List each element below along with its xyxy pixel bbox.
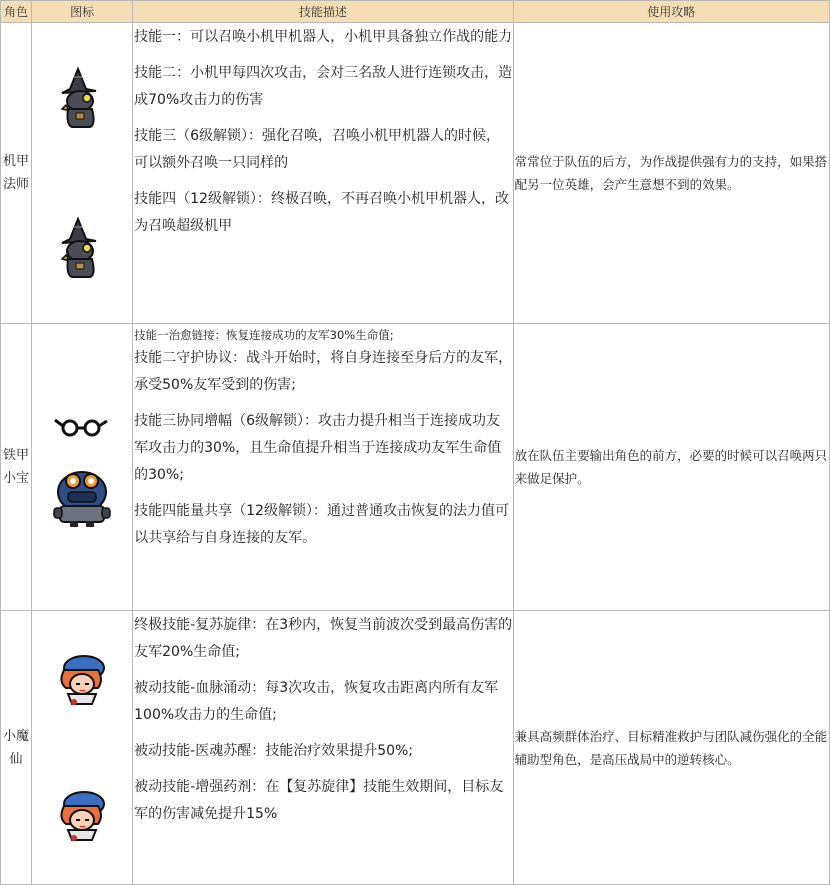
skill-text: 被动技能-血脉涌动：每3次攻击，恢复攻击距离内所有友军100%攻击力的生命值; (134, 680, 499, 723)
goggles-icon (52, 416, 112, 438)
role-name: 机甲法师 (1, 23, 32, 324)
icon-cell (32, 23, 133, 324)
usage-guide: 常常位于队伍的后方，为作战提供强有力的支持，如果搭配另一位英雄，会产生意想不到的效果。 (513, 23, 829, 324)
table-row (1, 611, 830, 885)
skill-text: 被动技能-医魂苏醒：技能治疗效果提升50%; (134, 743, 414, 759)
wizard-icon (56, 67, 108, 129)
wizard-icon (56, 217, 108, 279)
usage-guide: 兼具高频群体治疗、目标精准救护与团队减伤强化的全能辅助型角色，是高压战局中的逆转核心。 (513, 611, 829, 885)
skill-text: 技能三协同增幅（6级解锁）：攻击力提升相当于连接成功友军攻击力的30%，且生命值提升相当于连接成功友军生命值的30%; (134, 413, 502, 483)
skill-text: 技能一：可以召唤小机甲机器人，小机甲具备独立作战的能力 (134, 29, 513, 45)
skill-text: 技能二守护协议：战斗开始时，将自身连接至身后方的友军，承受50%友军受到的伤害; (134, 350, 513, 393)
table-row (1, 23, 830, 324)
robot-kid-icon (50, 466, 114, 528)
role-name: 小魔仙 (1, 611, 32, 885)
skill-text: 技能四能量共享（12级解锁）：通过普通攻击恢复的法力值可以共享给与自身连接的友军。 (134, 503, 509, 546)
skill-text: 技能四（12级解锁）：终极召唤，不再召唤小机甲机器人，改为召唤超级机甲 (134, 191, 509, 234)
skill-text: 技能三（6级解锁）：强化召唤，召唤小机甲机器人的时候，可以额外召唤一只同样的 (134, 128, 501, 171)
icon-cell (32, 324, 133, 611)
skill-description (133, 611, 513, 885)
header-desc: 技能描述 (133, 1, 513, 23)
usage-guide: 放在队伍主要输出角色的前方，必要的时候可以召唤两只来做足保护。 (513, 324, 829, 611)
icon-cell (32, 611, 133, 885)
header-role: 角色 (1, 1, 32, 23)
table-row (1, 324, 830, 611)
skill-text: 技能二：小机甲每四次攻击，会对三名敌人进行连锁攻击，造成70%攻击力的伤害 (134, 65, 513, 108)
skill-description (133, 324, 513, 611)
fairy-kid-icon (54, 652, 110, 708)
header-icon: 图标 (32, 1, 133, 23)
header-guide: 使用攻略 (513, 1, 829, 23)
skill-text: 终极技能-复苏旋律：在3秒内，恢复当前波次受到最高伤害的友军20%生命值; (134, 617, 513, 660)
role-name: 铁甲小宝 (1, 324, 32, 611)
fairy-kid-icon (54, 788, 110, 844)
skill-description (133, 23, 513, 324)
skill-text: 被动技能-增强药剂：在【复苏旋律】技能生效期间，目标友军的伤害减免提升15% (134, 779, 504, 822)
skill-text: 技能一治愈链接：恢复连接成功的友军30%生命值; (134, 328, 394, 342)
header-row (1, 1, 830, 23)
